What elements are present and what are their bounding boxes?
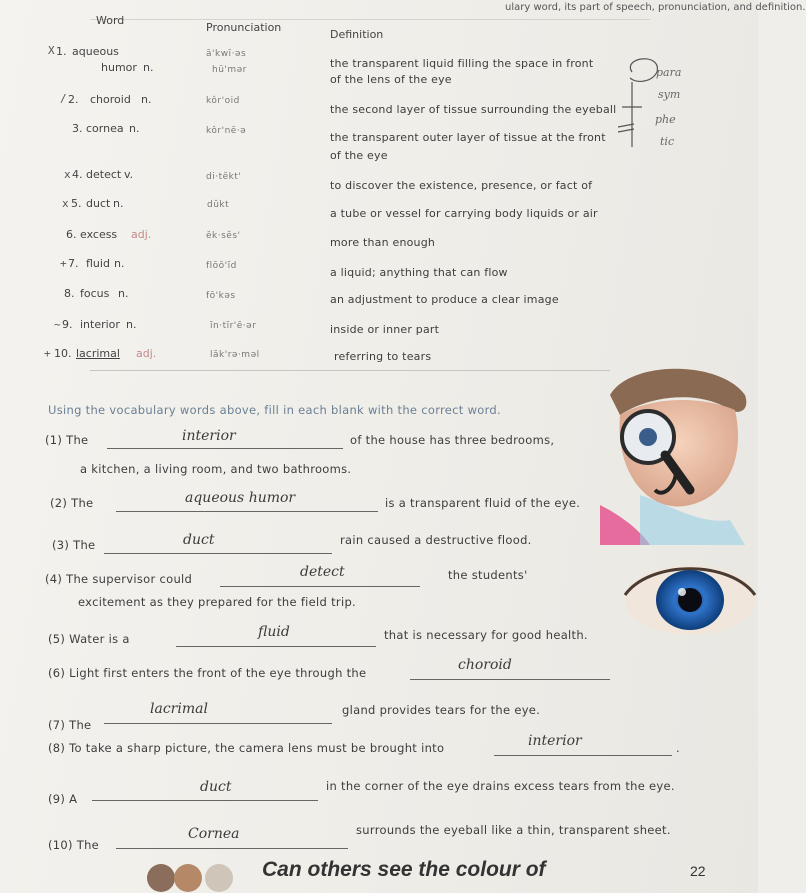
- exercise-text: gland provides tears for the eye.: [342, 703, 541, 717]
- vocab-pos: n.: [113, 197, 124, 210]
- top-banner-text: ulary word, its part of speech, pronunciation, and definition.: [505, 2, 806, 13]
- check-mark: x: [64, 168, 71, 181]
- vocab-pos: n.: [118, 287, 129, 300]
- exercise-text: that is necessary for good health.: [384, 628, 588, 642]
- handwritten-answer: detect: [300, 564, 345, 580]
- vocab-pronunciation: lăk'rə·məl: [210, 350, 260, 360]
- vocab-word: excess: [80, 228, 118, 241]
- vocab-word: fluid: [86, 257, 110, 270]
- check-mark: X: [48, 44, 55, 57]
- vocab-number: 3.: [72, 122, 83, 135]
- exercise-prompt: (1) The: [45, 433, 89, 447]
- exercise-text: is a transparent fluid of the eye.: [385, 496, 581, 510]
- handwritten-answer: Cornea: [188, 826, 240, 842]
- handwritten-answer: duct: [200, 779, 232, 795]
- vocab-definition: an adjustment to produce a clear image: [330, 293, 559, 306]
- handwritten-answer: interior: [528, 733, 582, 749]
- answer-blank[interactable]: [92, 800, 318, 801]
- vocab-definition: the transparent outer layer of tissue at the front: [330, 131, 606, 144]
- vocab-pos: n.: [141, 93, 152, 106]
- vocab-definition-line2: of the eye: [330, 149, 388, 162]
- exercise-text: rain caused a destructive flood.: [340, 533, 532, 547]
- vocab-pos: adj.: [131, 228, 152, 241]
- exercise-text: in the corner of the eye drains excess tears from the eye.: [326, 779, 675, 793]
- vocab-definition: to discover the existence, presence, or fact of: [330, 179, 593, 192]
- page-number: 22: [690, 863, 706, 879]
- vocab-pronunciation: kôr'nē·ə: [206, 126, 247, 136]
- exercise-prompt: (2) The: [50, 496, 94, 510]
- vocab-pronunciation: ā'kwī·əs: [206, 49, 247, 59]
- vocab-pos: v.: [124, 168, 134, 181]
- handwritten-answer: choroid: [458, 657, 512, 673]
- vocab-pronunciation: ĭn·tĭr'ē·ər: [210, 321, 257, 331]
- margin-note: tic: [660, 135, 675, 148]
- vocab-word: focus: [80, 287, 110, 300]
- vocab-pronunciation-line2: hū'mər: [212, 65, 247, 75]
- magnifying-glass-boy-illustration: [580, 355, 755, 650]
- exercise-prompt: (8) To take a sharp picture, the camera lens must be brought into: [48, 741, 445, 755]
- vocab-definition: a tube or vessel for carrying body liquids or air: [330, 207, 598, 220]
- check-mark: +: [60, 257, 67, 270]
- vocab-number: 2.: [68, 93, 79, 106]
- vocab-pronunciation: fō'kəs: [206, 291, 236, 301]
- handwritten-answer: fluid: [258, 624, 290, 640]
- handwritten-answer: aqueous humor: [185, 490, 296, 506]
- vocab-number: 1.: [56, 45, 67, 58]
- vocab-number: 5.: [71, 197, 82, 210]
- vocab-pronunciation: dŭkt: [207, 200, 230, 210]
- exercise-prompt: (10) The: [48, 838, 100, 852]
- column-header-pronunciation: Pronunciation: [206, 21, 282, 34]
- vocab-definition: the transparent liquid filling the space in front: [330, 57, 594, 70]
- vocab-pronunciation: di·tĕkt': [206, 172, 242, 182]
- vocab-definition-line2: of the lens of the eye: [330, 73, 452, 86]
- vocab-definition: referring to tears: [334, 350, 432, 363]
- answer-blank[interactable]: [494, 755, 672, 756]
- answer-blank[interactable]: [176, 646, 376, 647]
- vocab-definition: the second layer of tissue surrounding the eyeball: [330, 103, 617, 116]
- vocab-word: lacrimal: [76, 347, 120, 360]
- handwritten-answer: duct: [183, 532, 215, 548]
- vocab-word: duct: [86, 197, 111, 210]
- vocab-pos: adj.: [136, 347, 157, 360]
- vocab-word: cornea: [86, 122, 124, 135]
- vocab-pronunciation: flōō'ĭd: [206, 261, 237, 271]
- check-mark: ~: [54, 318, 61, 331]
- vocab-definition: more than enough: [330, 236, 436, 249]
- answer-blank[interactable]: [116, 511, 378, 512]
- section-divider: [90, 370, 610, 371]
- face-icon: [205, 864, 233, 892]
- exercise-text-line2: excitement as they prepared for the field trip.: [78, 595, 356, 609]
- vocab-word: detect: [86, 168, 122, 181]
- margin-note: para: [656, 66, 682, 79]
- vocab-number: 9.: [62, 318, 73, 331]
- footer-caption: Can others see the colour of: [262, 858, 546, 881]
- vocab-pos: n.: [129, 122, 140, 135]
- exercise-prompt: (6) Light first enters the front of the eye through the: [48, 666, 367, 680]
- vocab-word: choroid: [90, 93, 131, 106]
- margin-note: sym: [658, 88, 681, 101]
- vocab-number: 10.: [54, 347, 72, 360]
- exercise-prompt: (3) The: [52, 538, 96, 552]
- exercise-prompt: (5) Water is a: [48, 632, 130, 646]
- vocab-definition: a liquid; anything that can flow: [330, 266, 508, 279]
- column-header-definition: Definition: [330, 28, 384, 41]
- vocab-word-line2: humor: [101, 61, 137, 74]
- vocab-number: 8.: [64, 287, 75, 300]
- exercise-prompt: (4) The supervisor could: [45, 572, 193, 586]
- exercise-prompt: (7) The: [48, 718, 92, 732]
- handwritten-answer: interior: [182, 428, 236, 444]
- face-icon: [174, 864, 202, 892]
- exercise-text: of the house has three bedrooms,: [350, 433, 555, 447]
- face-icon: [147, 864, 175, 892]
- vocab-pos: n.: [114, 257, 125, 270]
- answer-blank[interactable]: [410, 679, 610, 680]
- vocab-number: 6.: [66, 228, 77, 241]
- vocab-definition: inside or inner part: [330, 323, 440, 336]
- answer-blank[interactable]: [104, 553, 332, 554]
- exercise-text: surrounds the eyeball like a thin, transparent sheet.: [356, 823, 671, 837]
- column-header-word: Word: [96, 14, 125, 27]
- exercise-text-line2: a kitchen, a living room, and two bathrooms.: [80, 462, 352, 476]
- vocab-pronunciation: kôr'oid: [206, 96, 240, 106]
- vocab-number: 4.: [72, 168, 83, 181]
- answer-blank[interactable]: [104, 723, 332, 724]
- vocab-word: aqueous: [72, 45, 119, 58]
- vocab-pos: n.: [143, 61, 154, 74]
- exercise-text: the students': [448, 568, 528, 582]
- check-mark: x: [62, 197, 69, 210]
- answer-blank[interactable]: [220, 586, 420, 587]
- check-mark: /: [60, 92, 67, 105]
- handwritten-answer: lacrimal: [150, 701, 208, 717]
- check-mark: +: [44, 347, 51, 360]
- answer-blank[interactable]: [107, 448, 343, 449]
- vocab-pos: n.: [126, 318, 137, 331]
- vocab-word: interior: [80, 318, 120, 331]
- answer-blank[interactable]: [116, 848, 348, 849]
- top-divider: [90, 19, 650, 20]
- margin-note: phe: [655, 113, 676, 126]
- instructions-text: Using the vocabulary words above, fill in each blank with the correct word.: [48, 403, 501, 417]
- vocab-number: 7.: [68, 257, 79, 270]
- exercise-text: .: [676, 741, 680, 755]
- exercise-prompt: (9) A: [48, 792, 78, 806]
- vocab-pronunciation: ĕk·sĕs': [206, 231, 241, 241]
